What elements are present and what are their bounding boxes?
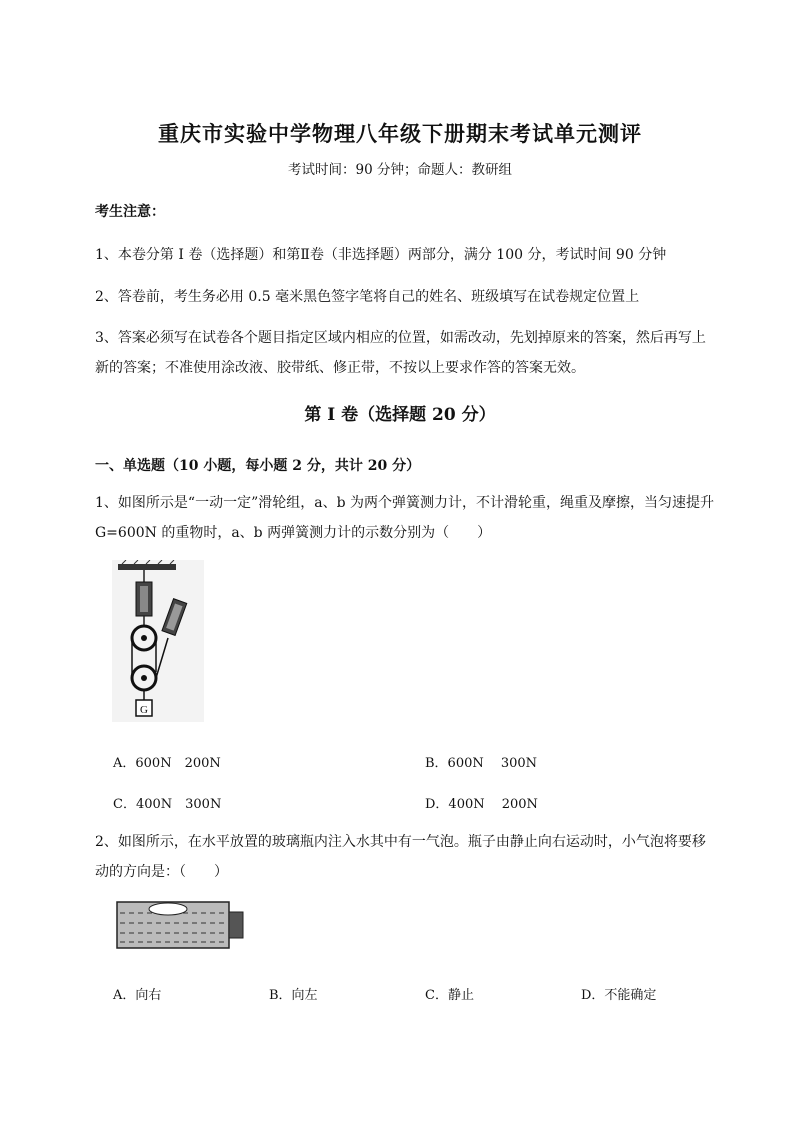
q2-option-b: B．向左	[269, 988, 318, 1003]
q2-option-d: D．不能确定	[581, 988, 657, 1003]
q1-option-d: D．400N 200N	[425, 797, 538, 812]
page-title: 重庆市实验中学物理八年级下册期末考试单元测评	[158, 121, 642, 146]
bottle-figure	[116, 897, 246, 953]
q1-option-b: B．600N 300N	[425, 756, 538, 771]
q2-option-c: C．静止	[425, 988, 474, 1003]
q2-option-a: A．向右	[113, 988, 162, 1003]
q1-option-a: A．600N 200N	[113, 756, 221, 771]
question-2-stem: 2、如图所示，在水平放置的玻璃瓶内注入水其中有一气泡。瓶子由静止向右运动时，小气泡将要移动的方向是：（ ）	[95, 834, 706, 880]
notice-item-2: 2、答卷前，考生务必用 0.5 毫米黑色签字笔将自己的姓名、班级填写在试卷规定位置上	[95, 289, 640, 305]
section-title: 第 I 卷（选择题 20 分）	[304, 405, 496, 425]
notice-item-3: 3、答案必须写在试卷各个题目指定区域内相应的位置，如需改动，先划掉原来的答案，然后再写上新的答案；不准使用涂改液、胶带纸、修正带，不按以上要求作答的答案无效。	[95, 330, 706, 376]
q1-option-c: C．400N 300N	[113, 797, 222, 812]
question-type-heading: 一、单选题（10 小题，每小题 2 分，共计 20 分）	[95, 458, 421, 474]
notice-heading: 考生注意：	[95, 204, 165, 220]
exam-info: 考试时间：90 分钟；命题人：教研组	[288, 162, 512, 178]
air-bubble	[149, 903, 187, 915]
weight-label: G	[140, 704, 148, 716]
question-1-stem: 1、如图所示是“一动一定”滑轮组，a、b 为两个弹簧测力计，不计滑轮重，绳重及摩擦，当匀速提升 G=600N 的重物时，a、b 两弹簧测力计的示数分别为（ ）	[95, 495, 714, 541]
pulley-figure	[112, 560, 204, 722]
notice-item-1: 1、本卷分第 I 卷（选择题）和第Ⅱ卷（非选择题）两部分，满分 100 分，考试时间 90 分钟	[95, 247, 667, 263]
